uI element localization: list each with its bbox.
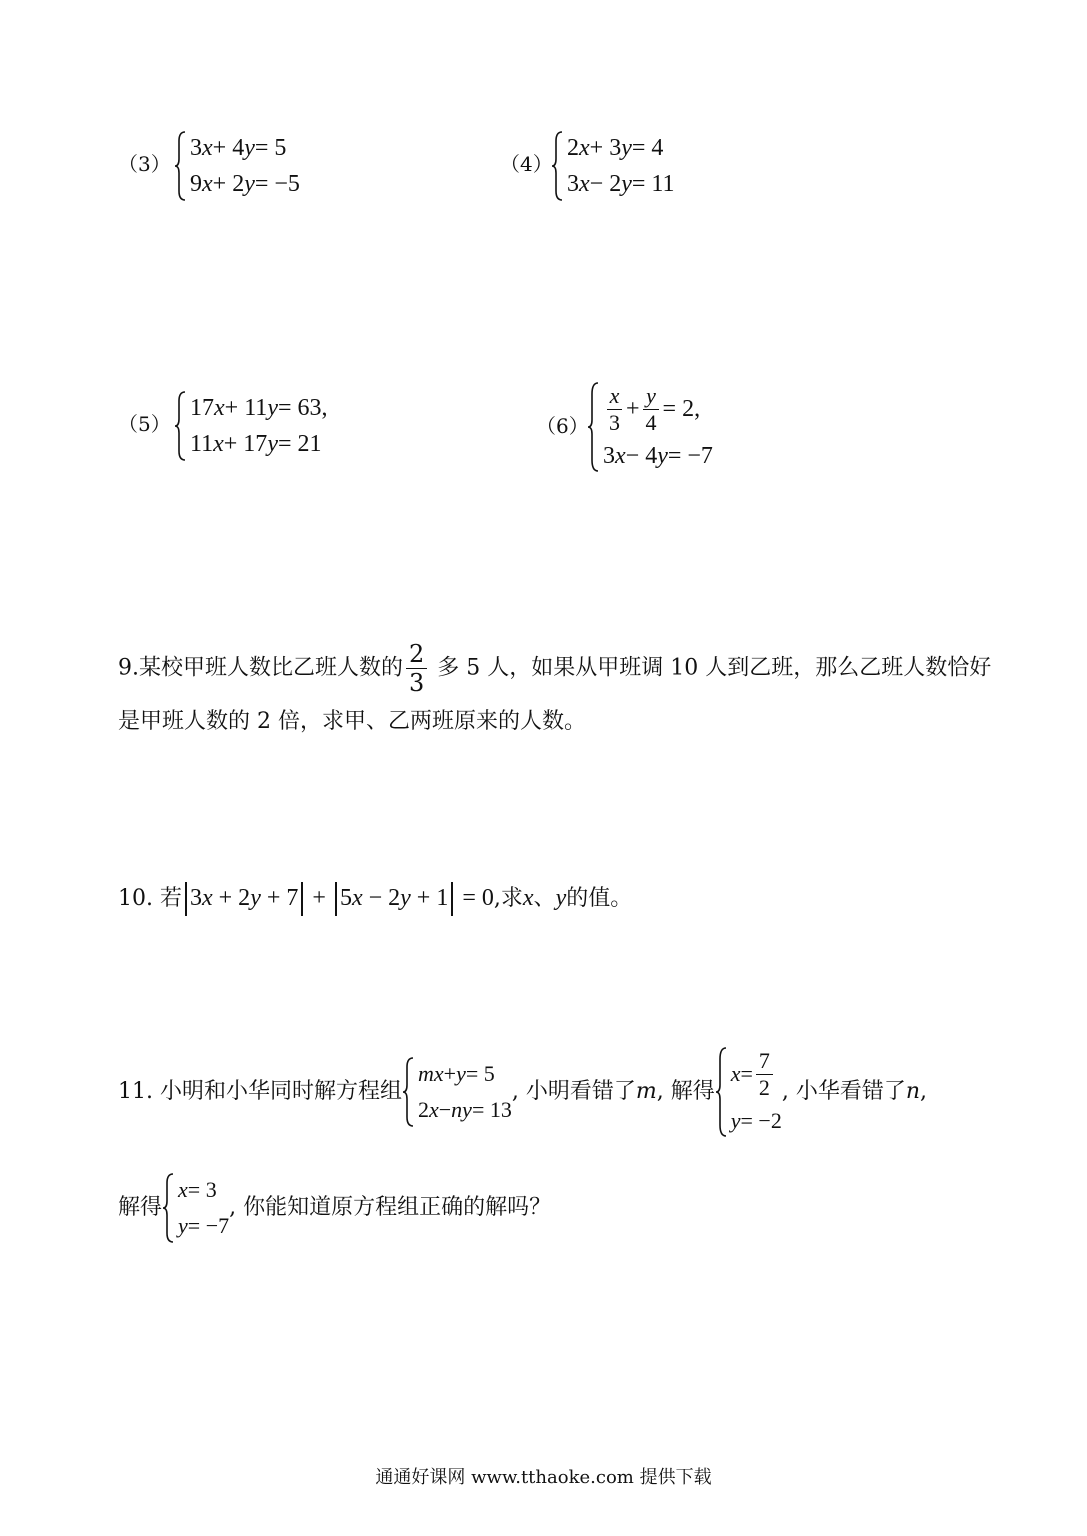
question-11-solution-1 [715,1044,782,1140]
abs-bar-left [335,882,337,916]
solution-2-x: x = 3 [178,1177,217,1202]
problem-4-eq1: 2 x + 3 y = 4 [567,134,664,161]
footer-credit: 通通好课网 www.tthaoke.com 提供下载 [375,1467,712,1488]
problem-4-label: （4） [500,152,553,176]
brace-icon [174,131,186,201]
problem-5-eq1: 17 x + 11 y = 63, [190,394,328,421]
problem-3-eq2: 9 x + 2 y = −5 [190,170,300,197]
question-9-line2: 是甲班人数的 2 倍，求甲、乙两班原来的人数。 [118,709,586,734]
problem-5-label: （5） [118,412,171,436]
question-11-eq2: 2 x − ny = 13 [417,1097,512,1122]
fraction-7-over-2: $\frac{7}{2}$ [756,1048,773,1101]
question-11-line2: 解得 x = 3 y = −7 , 你能知道原方程组正确的解吗？ [118,1170,551,1246]
question-10: 10. 若 3x + 2y + 7 + 5x − 2y + 1 = 0,求x、y的值。 [118,880,632,916]
fraction-2-over-3: $\frac{2}{3}$ [406,640,427,697]
abs-bar-right [451,882,453,916]
abs-bar-left [185,882,187,916]
question-11-line1: 11. 小明和小华同时解方程组 m x + y = 5 2 x − ny = 13 , 小明看错了 m , 解得 x = $\frac{7}{2}$ y = −2 , 小华看错了 n , [118,1044,927,1140]
problem-6-eq2: 3 x − 4 y = −7 [603,442,713,469]
fraction-x-over-3: $\frac{x}{3}$ [606,383,623,436]
brace-icon [174,391,186,461]
solution-1-x: x = $\frac{7}{2}$ [731,1045,782,1103]
brace-icon [587,381,599,473]
brace-icon [551,131,563,201]
problem-6-eq1: $\frac{x}{3}$ + $\frac{y}{4}$ = 2, [603,380,713,438]
problem-3-eq1: 3 x + 4 y = 5 [190,134,287,161]
problem-6-system [587,380,713,474]
question-11-solution-2 [162,1170,229,1246]
problem-3-label: （3） [118,152,171,176]
question-11-eq1: m x + y = 5 [417,1061,495,1086]
problem-5-eq2: 11 x + 17 y = 21 [190,430,322,457]
brace-icon [162,1170,174,1246]
problem-4-system [551,130,675,202]
problem-6-label: （6） [536,414,589,438]
question-11-system [402,1054,512,1130]
problem-4-eq2: 3 x − 2 y = 11 [567,170,675,197]
brace-icon [715,1044,727,1140]
problem-3-system [174,130,300,202]
brace-icon [402,1054,414,1130]
question-9-line1: 9.某校甲班人数比乙班人数的 $\frac{2}{3}$ 多 5 人，如果从甲班调 10 人到乙班，那么乙班人数恰好 [118,640,992,697]
abs-bar-right [301,882,303,916]
fraction-y-over-4: $\frac{y}{4}$ [643,383,660,436]
solution-2-y: y = −7 [178,1213,230,1238]
solution-1-y: y = −2 [730,1108,782,1133]
problem-5-system [174,390,328,462]
